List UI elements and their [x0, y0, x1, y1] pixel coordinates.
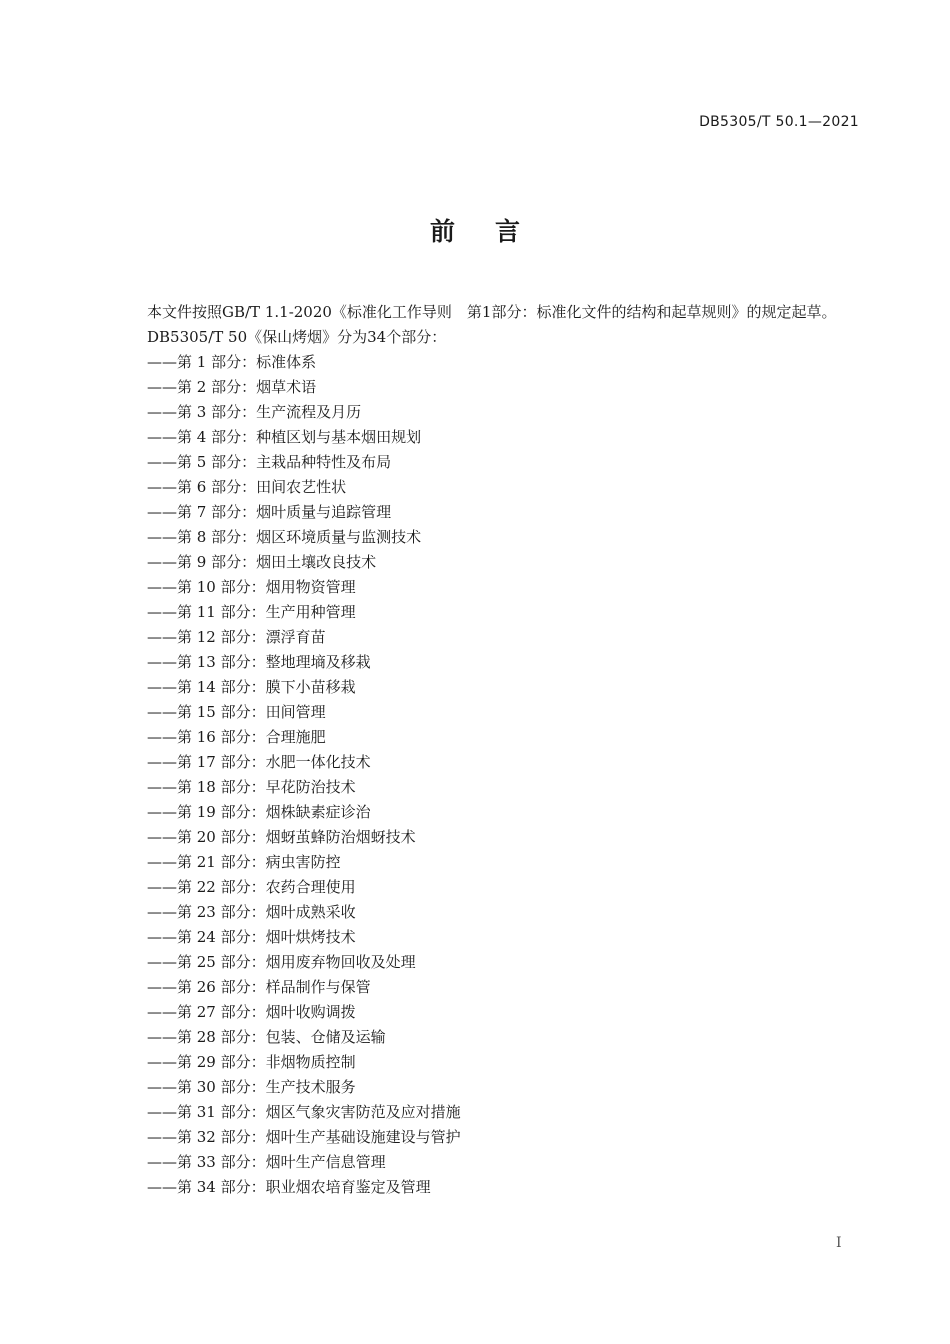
- list-item: ——第 13 部分：整地理墒及移栽: [147, 653, 371, 671]
- page-number: I: [836, 1235, 842, 1251]
- list-item: ——第 16 部分：合理施肥: [147, 728, 326, 746]
- list-item: ——第 22 部分：农药合理使用: [147, 878, 356, 896]
- list-item: ——第 23 部分：烟叶成熟采收: [147, 903, 356, 921]
- list-item: ——第 10 部分：烟用物资管理: [147, 578, 356, 596]
- list-item: ——第 11 部分：生产用种管理: [147, 603, 356, 621]
- list-item: ——第 34 部分：职业烟农培育鉴定及管理: [147, 1178, 431, 1196]
- list-item: ——第 8 部分：烟区环境质量与监测技术: [147, 528, 422, 546]
- parts-intro: DB5305/T 50《保山烤烟》分为34个部分：: [147, 328, 447, 346]
- list-item: ——第 32 部分：烟叶生产基础设施建设与管护: [147, 1128, 461, 1146]
- list-item: ——第 17 部分：水肥一体化技术: [147, 753, 371, 771]
- list-item: ——第 27 部分：烟叶收购调拨: [147, 1003, 356, 1021]
- list-item: ——第 19 部分：烟株缺素症诊治: [147, 803, 371, 821]
- list-item: ——第 5 部分：主栽品种特性及布局: [147, 453, 392, 471]
- list-item: ——第 12 部分：漂浮育苗: [147, 628, 326, 646]
- list-item: ——第 28 部分：包装、仓储及运输: [147, 1028, 386, 1046]
- section-title: 前言: [429, 217, 560, 246]
- list-item: ——第 7 部分：烟叶质量与追踪管理: [147, 503, 392, 521]
- foreword-body: [113, 300, 861, 1200]
- list-item: ——第 24 部分：烟叶烘烤技术: [147, 928, 356, 946]
- intro-paragraph: 本文件按照GB/T 1.1-2020《标准化工作导则 第1部分：标准化文件的结构和起草规则》的规定起草。: [147, 303, 837, 321]
- list-item: ——第 25 部分：烟用废弃物回收及处理: [147, 953, 416, 971]
- list-item: ——第 9 部分：烟田土壤改良技术: [147, 553, 377, 571]
- list-item: ——第 33 部分：烟叶生产信息管理: [147, 1153, 386, 1171]
- list-item: ——第 18 部分：早花防治技术: [147, 778, 356, 796]
- list-item: ——第 14 部分：膜下小苗移栽: [147, 678, 356, 696]
- list-item: ——第 30 部分：生产技术服务: [147, 1078, 356, 1096]
- list-item: ——第 21 部分：病虫害防控: [147, 853, 341, 871]
- list-item: ——第 26 部分：样品制作与保管: [147, 978, 371, 996]
- list-item: ——第 1 部分：标准体系: [147, 353, 317, 371]
- parts-list: [113, 350, 861, 1200]
- list-item: ——第 6 部分：田间农艺性状: [147, 478, 347, 496]
- list-item: ——第 4 部分：种植区划与基本烟田规划: [147, 428, 422, 446]
- list-item: ——第 20 部分：烟蚜茧蜂防治烟蚜技术: [147, 828, 416, 846]
- list-item: ——第 2 部分：烟草术语: [147, 378, 317, 396]
- list-item: ——第 3 部分：生产流程及月历: [147, 403, 362, 421]
- document-code: DB5305/T 50.1—2021: [699, 114, 859, 130]
- list-item: ——第 31 部分：烟区气象灾害防范及应对措施: [147, 1103, 461, 1121]
- list-item: ——第 15 部分：田间管理: [147, 703, 326, 721]
- list-item: ——第 29 部分：非烟物质控制: [147, 1053, 356, 1071]
